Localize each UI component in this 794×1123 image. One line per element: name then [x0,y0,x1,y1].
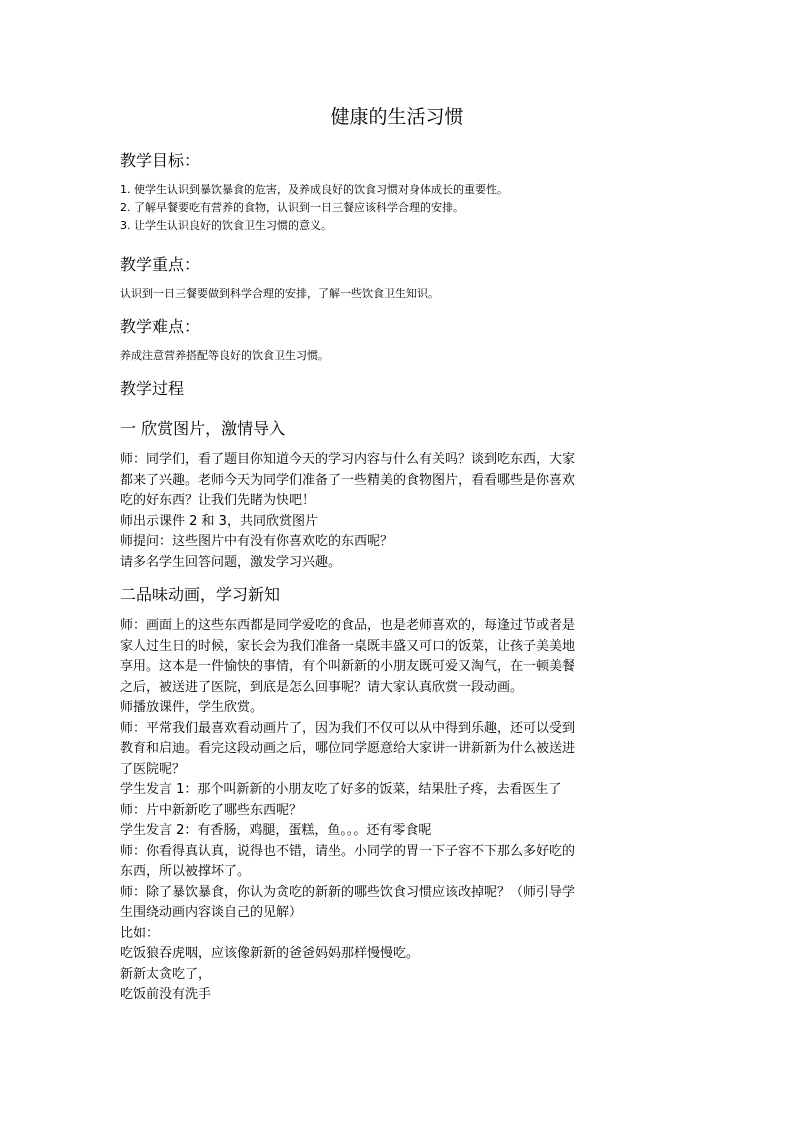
goals-list [120,181,680,235]
paragraph-line: 吃的好东西？让我们先睹为快吧！ [120,493,316,508]
paragraph-line: 家人过生日的时候，家长会为我们准备一桌既丰盛又可口的饭菜，让孩子美美地 [120,638,576,654]
paragraph-line: 享用。这本是一件愉快的事情，有个叫新新的小朋友既可爱又淘气，在一顿美餐 [120,659,576,674]
paragraph-line: 东西，所以被撑坏了。 [120,864,251,879]
paragraph-line: 请多名学生回答问题，激发学习兴趣。 [120,554,342,570]
paragraph-line: 师：平常我们最喜欢看动画片了，因为我们不仅可以从中得到乐趣，还可以受到 [120,720,576,736]
paragraph-line: 教育和启迪。看完这段动画之后，哪位同学愿意给大家讲一讲新新为什么被送进 [120,741,576,756]
paragraph-line: 师：片中新新吃了哪些东西呢？ [120,802,303,818]
section1-heading: 一 欣赏图片，激情导入 [120,419,286,438]
paragraph-line: 都来了兴趣。老师今天为同学们准备了一些精美的食物图片，看看哪些是你喜欢 [120,472,576,488]
goals-heading: 教学目标： [120,151,201,170]
key-points-heading: 教学重点： [120,255,201,274]
paragraph-line: 师：画面上的这些东西都是同学爱吃的食品，也是老师喜欢的，每逢过节或者是 [120,618,576,633]
paragraph-line: 师：同学们，看了题目你知道今天的学习内容与什么有关吗？谈到吃东西，大家 [120,452,576,467]
paragraph-line: 学生发言 1：那个叫新新的小朋友吃了好多的饭菜，结果肚子疼，去看医生了 [120,782,562,797]
paragraph-line: 新新太贪吃了， [120,966,212,982]
paragraph-line: 生围绕动画内容谈自己的见解） [120,905,303,920]
document-title: 健康的生活习惯 [330,106,464,128]
process-heading: 教学过程 [120,379,185,398]
section1-body [120,450,680,573]
paragraph-line: 吃饭前没有洗手 [120,987,212,1002]
goal-item: 3. 让学生认识良好的饮食卫生习惯的意义。 [120,219,332,232]
goal-item: 2. 了解早餐要吃有营养的食物，认识到一日三餐应该科学合理的安排。 [120,201,464,214]
paragraph-line: 吃饭狼吞虎咽，应该像新新的爸爸妈妈那样慢慢吃。 [120,946,420,961]
paragraph-line: 之后，被送进了医院，到底是怎么回事呢？请大家认真欣赏一段动画。 [120,679,524,695]
goal-item: 1. 使学生认识到暴饮暴食的危害，及养成良好的饮食习惯对身体成长的重要性。 [120,183,508,196]
difficulties-heading: 教学难点： [120,317,201,336]
paragraph-line: 学生发言 2：有香肠，鸡腿，蛋糕，鱼。。。还有零食呢 [120,823,432,838]
paragraph-line: 师提问：这些图片中有没有你喜欢吃的东西呢？ [120,534,394,549]
paragraph-line: 师：你看得真认真，说得也不错，请坐。小同学的胃一下子容不下那么多好吃的 [120,843,576,859]
difficulties-line: 养成注意营养搭配等良好的饮食卫生习惯。 [120,349,329,362]
paragraph-line: 师播放课件，学生欣赏。 [120,700,264,715]
section2-body [120,616,680,1006]
paragraph-line: 了医院呢？ [120,761,186,777]
difficulties-text [120,347,680,365]
paragraph-line: 比如： [120,925,160,941]
key-points-line: 认识到一日三餐要做到科学合理的安排，了解一些饮食卫生知识。 [120,287,439,300]
paragraph-line: 师：除了暴饮暴食，你认为贪吃的新新的哪些饮食习惯应该改掉呢？（师引导学 [120,884,576,900]
key-points-text [120,285,680,303]
section2-heading: 二品味动画，学习新知 [120,585,281,604]
paragraph-line: 师出示课件 2 和 3，共同欣赏图片 [120,513,318,529]
